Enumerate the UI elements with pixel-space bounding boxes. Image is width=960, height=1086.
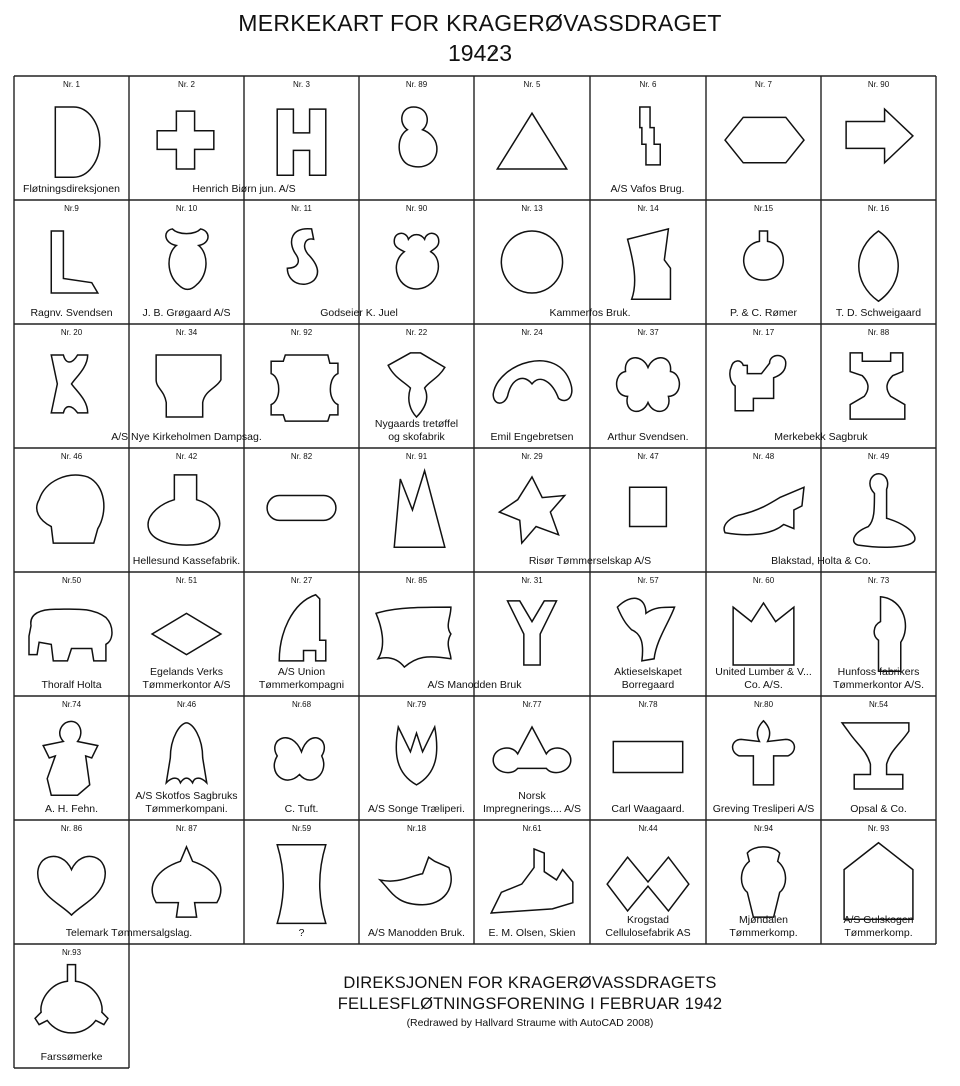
bear-shape-icon xyxy=(14,572,129,696)
owner-label xyxy=(131,790,242,816)
owner-label xyxy=(708,803,819,816)
owner-label xyxy=(361,803,472,816)
owner-label xyxy=(131,666,242,692)
mark-cell xyxy=(474,572,590,696)
mark-number: Nr. 48 xyxy=(752,452,775,461)
mark-cell xyxy=(706,76,821,200)
mark-cell xyxy=(474,324,590,448)
owner-label xyxy=(246,803,357,816)
mark-number: Nr. 34 xyxy=(175,328,198,337)
owner-label xyxy=(361,679,588,692)
onion-shape-icon xyxy=(129,820,244,944)
mark-cell xyxy=(14,944,129,1068)
mark-number: Nr. 93 xyxy=(867,824,890,833)
letter-h-shape-icon xyxy=(244,76,359,200)
mark-number: Nr.59 xyxy=(291,824,312,833)
mark-cell xyxy=(244,324,359,448)
mark-number: Nr. 6 xyxy=(639,80,657,89)
mark-number: Nr. 29 xyxy=(521,452,543,461)
mark-number: Nr. 92 xyxy=(290,328,313,337)
mark-cell xyxy=(821,324,936,448)
owner-label-line: J. B. Grøgaard A/S xyxy=(142,307,231,319)
mark-number: Nr.15 xyxy=(753,204,774,213)
owner-label-line: A/S Manodden Bruk xyxy=(427,679,522,691)
mark-number: Nr. 10 xyxy=(175,204,198,213)
owner-label-line: Egelands Verks xyxy=(150,666,223,678)
mark-number: Nr.9 xyxy=(64,204,79,213)
owner-label xyxy=(592,431,704,444)
owner-label-line: Thoralf Holta xyxy=(41,679,102,691)
owner-label-line: ? xyxy=(298,927,305,939)
mark-cell xyxy=(474,448,590,572)
mark-number: Nr. 5 xyxy=(523,80,541,89)
boot-shape-icon xyxy=(14,200,129,324)
owner-label xyxy=(823,307,934,320)
stamp-shape-icon xyxy=(821,448,936,572)
mark-cell xyxy=(590,696,706,820)
owner-label-line: P. & C. Rømer xyxy=(730,307,797,319)
mark-number: Nr. 16 xyxy=(867,204,890,213)
owner-label-line: Tømmerkomp. xyxy=(729,927,798,939)
owner-label xyxy=(476,790,588,816)
mark-number: Nr. 14 xyxy=(637,204,659,213)
mark-cell xyxy=(359,696,474,820)
circle-tabs-shape-icon xyxy=(706,200,821,324)
s-curve-shape-icon xyxy=(244,200,359,324)
owner-label-line: Kammerfos Bruk. xyxy=(549,307,631,319)
mark-cell xyxy=(244,696,359,820)
owner-label-line: Co. A/S. xyxy=(744,679,783,691)
mark-cell xyxy=(129,76,244,200)
footer xyxy=(290,973,770,1031)
figure-eight-shape-icon xyxy=(359,76,474,200)
owner-label-line: A/S Skotfos Sagbruks xyxy=(135,790,238,802)
owner-label xyxy=(361,927,472,940)
mark-cell xyxy=(244,76,359,200)
mark-number: Nr. 87 xyxy=(175,824,198,833)
mark-number: Nr. 27 xyxy=(290,576,313,585)
cup-shape-icon xyxy=(129,324,244,448)
mark-number: Nr. 46 xyxy=(60,452,83,461)
owner-label xyxy=(131,183,357,196)
mark-number: Nr.54 xyxy=(868,700,889,709)
concave-block-shape-icon xyxy=(244,324,359,448)
mark-number: Nr. 1 xyxy=(63,80,80,89)
lobed-vase-shape-icon xyxy=(129,200,244,324)
owner-label xyxy=(361,418,472,444)
mark-cell xyxy=(706,448,821,572)
mark-cell xyxy=(474,200,590,324)
mark-cell xyxy=(359,820,474,944)
mark-cell xyxy=(821,696,936,820)
owner-label xyxy=(592,666,704,692)
footer-credit: (Redrawed by Hallvard Straume with AutoCAD 2008) xyxy=(406,1017,654,1029)
circle-shape-icon xyxy=(474,200,590,324)
mark-number: Nr.74 xyxy=(61,700,82,709)
owner-label xyxy=(476,431,588,444)
owner-label-line: T. D. Schweigaard xyxy=(835,307,922,319)
mark-number: Nr. 89 xyxy=(405,80,428,89)
trefoil-shape-icon xyxy=(244,696,359,820)
mark-number: Nr. 90 xyxy=(405,204,428,213)
hourglass-shape-icon xyxy=(244,820,359,944)
owner-label xyxy=(708,307,819,320)
owner-label-line: C. Tuft. xyxy=(284,803,319,815)
lens-shape-icon xyxy=(821,200,936,324)
mark-cell xyxy=(474,76,590,200)
owner-label-line: A/S Vafos Brug. xyxy=(610,183,685,195)
y-shape-icon xyxy=(474,572,590,696)
goblet-shape-icon xyxy=(821,696,936,820)
mark-number: Nr. 13 xyxy=(521,204,543,213)
mark-number: Nr.78 xyxy=(638,700,658,709)
k-shape-icon xyxy=(14,324,129,448)
owner-label xyxy=(246,307,472,320)
owner-label xyxy=(16,927,242,940)
mark-number: Nr. 17 xyxy=(752,328,775,337)
mark-number: Nr.18 xyxy=(406,824,427,833)
owner-label-line: Carl Waagaard. xyxy=(611,803,685,815)
owner-label-line: Cellulosefabrik AS xyxy=(605,927,691,939)
mark-number: Nr. 31 xyxy=(521,576,543,585)
owner-label-line: Greving Tresliperi A/S xyxy=(712,803,815,815)
mark-number: Nr.77 xyxy=(522,700,542,709)
shield-lobed-shape-icon xyxy=(359,200,474,324)
page-title: MERKEKART FOR KRAGERØVASSDRAGET xyxy=(238,10,722,36)
mark-cell xyxy=(129,200,244,324)
owner-label-line: Godseier K. Juel xyxy=(320,307,398,319)
owner-label xyxy=(708,431,934,444)
mark-number: Nr.79 xyxy=(406,700,427,709)
owner-label-line: E. M. Olsen, Skien xyxy=(488,927,576,939)
bird-shape-icon xyxy=(359,820,474,944)
owner-label xyxy=(823,803,934,816)
hexagon-shape-icon xyxy=(706,76,821,200)
year-prefix: 194 xyxy=(448,40,487,66)
mark-cell xyxy=(590,448,706,572)
mark-cell xyxy=(244,448,359,572)
arch-shape-icon xyxy=(474,324,590,448)
cross-shape-icon xyxy=(129,76,244,200)
mark-cell xyxy=(14,572,129,696)
mark-number: Nr. 2 xyxy=(178,80,195,89)
mark-cell xyxy=(821,200,936,324)
owner-label-line: Norsk xyxy=(518,790,546,802)
owner-label-line: A/S Manodden Bruk. xyxy=(368,927,465,939)
owner-label-line: A/S Songe Træliperi. xyxy=(368,803,465,815)
owner-label-line: Nygaards tretøffel xyxy=(374,418,459,430)
mark-cell xyxy=(474,820,590,944)
mark-number: Nr. 57 xyxy=(637,576,659,585)
owner-label xyxy=(823,666,934,692)
mark-cell xyxy=(14,448,129,572)
mark-cell xyxy=(244,820,359,944)
mark-number: Nr. 51 xyxy=(175,576,198,585)
owner-label-line: Mjøndalen xyxy=(738,914,789,926)
mark-number: Nr. 22 xyxy=(405,328,428,337)
mark-cell xyxy=(14,696,129,820)
mark-number: Nr.61 xyxy=(522,824,542,833)
owner-label-line: A/S Gulskogen xyxy=(843,914,914,926)
mark-cell xyxy=(359,200,474,324)
mark-cell xyxy=(129,820,244,944)
mark-cell xyxy=(590,76,706,200)
fleur-shape-icon xyxy=(706,696,821,820)
mark-cell xyxy=(14,200,129,324)
owner-label xyxy=(16,183,127,196)
mark-cell xyxy=(14,76,129,200)
owner-label xyxy=(592,914,704,940)
owner-label-line: Borregaard xyxy=(621,679,675,691)
owner-label xyxy=(16,1051,127,1064)
rectangle-shape-icon xyxy=(590,696,706,820)
mark-cell xyxy=(590,200,706,324)
tulip-shape-icon xyxy=(359,696,474,820)
owner-label-line: Farssømerke xyxy=(40,1051,103,1063)
owner-label-line: A/S Nye Kirkeholmen Dampsag. xyxy=(111,431,262,443)
mark-number: Nr.50 xyxy=(61,576,82,585)
mark-number: Nr. 86 xyxy=(60,824,83,833)
quatrefoil-shape-icon xyxy=(590,324,706,448)
mark-cell xyxy=(129,448,244,572)
owner-label-line: A. H. Fehn. xyxy=(44,803,99,815)
mark-number: Nr.44 xyxy=(638,824,658,833)
owner-label-line: A/S Union xyxy=(277,666,326,678)
mark-number: Nr. 24 xyxy=(521,328,543,337)
owner-label-line: Henrich Biørn jun. A/S xyxy=(192,183,296,195)
bell-shape-icon xyxy=(129,448,244,572)
pill-shape-icon xyxy=(244,448,359,572)
mark-cell xyxy=(821,448,936,572)
mark-cell xyxy=(706,324,821,448)
mark-number: Nr. 7 xyxy=(755,80,772,89)
triangle-shape-icon xyxy=(474,76,590,200)
owner-label-line: Ragnv. Svendsen xyxy=(30,307,113,319)
mark-cell xyxy=(359,572,474,696)
mark-number: Nr. 90 xyxy=(867,80,890,89)
circle-prongs-shape-icon xyxy=(14,944,129,1068)
peaks-shape-icon xyxy=(359,448,474,572)
mark-number: Nr. 3 xyxy=(293,80,310,89)
owner-label xyxy=(16,555,357,568)
owner-label-line: Blakstad, Holta & Co. xyxy=(771,555,871,567)
mark-number: Nr. 47 xyxy=(637,452,659,461)
mark-number: Nr.93 xyxy=(61,948,82,957)
owner-label-line: Hellesund Kassefabrik. xyxy=(132,555,241,567)
owner-label-line: Tømmerkomp. xyxy=(844,927,913,939)
owner-label-line: Tømmerkompagni xyxy=(258,679,345,691)
owner-label xyxy=(246,666,357,692)
mark-number: Nr. 88 xyxy=(867,328,890,337)
owner-label-line: Merkebekk Sagbruk xyxy=(774,431,868,443)
mark-cell xyxy=(244,200,359,324)
owner-label xyxy=(823,914,934,940)
owner-label xyxy=(246,927,357,940)
doll-shape-icon xyxy=(14,696,129,820)
mark-cell xyxy=(359,76,474,200)
mark-cell xyxy=(129,324,244,448)
head-profile-shape-icon xyxy=(14,448,129,572)
owner-label xyxy=(16,431,357,444)
shoe-shape-icon xyxy=(706,448,821,572)
mark-number: Nr. 85 xyxy=(405,576,428,585)
mark-number: Nr. 73 xyxy=(867,576,890,585)
mark-number: Nr.94 xyxy=(753,824,774,833)
year-suffix: 3 xyxy=(499,40,512,66)
owner-label xyxy=(361,183,934,196)
mark-cell xyxy=(706,200,821,324)
owner-label-line: Risør Tømmerselskap A/S xyxy=(528,555,652,567)
mark-number: Nr. 11 xyxy=(291,204,312,213)
owner-label-line: og skofabrik xyxy=(388,431,445,443)
owner-label-line: United Lumber & V... xyxy=(715,666,812,678)
owner-label-line: Impregnerings.... A/S xyxy=(482,803,582,815)
owner-label xyxy=(16,307,127,320)
mark-cell xyxy=(821,76,936,200)
owner-label xyxy=(476,307,704,320)
owner-label xyxy=(16,803,127,816)
mark-number: Nr.68 xyxy=(291,700,312,709)
owner-label-line: Aktieselskapet xyxy=(614,666,682,678)
mark-cell xyxy=(359,448,474,572)
mark-number: Nr. 37 xyxy=(637,328,659,337)
plane-tool-shape-icon xyxy=(474,820,590,944)
owner-label xyxy=(592,803,704,816)
mark-cell xyxy=(706,696,821,820)
stepped-bar-shape-icon xyxy=(590,76,706,200)
owner-label xyxy=(476,927,588,940)
footer-line-2: FELLESFLØTNINGSFORENING I FEBRUAR 1942 xyxy=(337,995,723,1013)
notched-block-shape-icon xyxy=(590,200,706,324)
star-shape-icon xyxy=(474,448,590,572)
mark-number: Nr.80 xyxy=(753,700,774,709)
owner-label-line: Tømmerkontor A/S. xyxy=(832,679,925,691)
owner-label-line: Tømmerkontor A/S xyxy=(142,679,231,691)
year-overwritten-digit: 2 xyxy=(486,40,500,66)
mark-number: Nr. 20 xyxy=(60,328,83,337)
owner-label-line: Hunfoss fabrikers xyxy=(837,666,920,678)
owner-label-line: Arthur Svendsen. xyxy=(607,431,689,443)
square-shape-icon xyxy=(590,448,706,572)
owner-label xyxy=(708,914,819,940)
owner-label xyxy=(131,307,242,320)
heart-shape-icon xyxy=(14,820,129,944)
mark-cell xyxy=(14,324,129,448)
owner-label xyxy=(708,666,819,692)
owner-label-line: Opsal & Co. xyxy=(850,803,907,815)
footer-line-1: DIREKSJONEN FOR KRAGERØVASSDRAGETS xyxy=(343,974,717,992)
owner-label-line: Krogstad xyxy=(626,914,670,926)
owner-label xyxy=(476,555,704,568)
owner-label xyxy=(16,679,127,692)
owner-label-line: Fløtningsdireksjonen xyxy=(23,183,120,195)
bone-shape-icon xyxy=(706,324,821,448)
mark-number: Nr. 82 xyxy=(290,452,313,461)
mark-cell xyxy=(590,324,706,448)
mark-cell xyxy=(14,820,129,944)
mark-number: Nr. 49 xyxy=(867,452,890,461)
owner-label-line: Telemark Tømmersalgslag. xyxy=(65,927,193,939)
letter-d-shape-icon xyxy=(14,76,129,200)
owner-label-line: Tømmerkompani. xyxy=(145,803,228,815)
mark-number: Nr.46 xyxy=(176,700,197,709)
arrow-shape-icon xyxy=(821,76,936,200)
mark-number: Nr. 91 xyxy=(405,452,428,461)
scalloped-shape-icon xyxy=(359,572,474,696)
mark-number: Nr. 42 xyxy=(175,452,198,461)
owner-label xyxy=(708,555,934,568)
rook-shape-icon xyxy=(821,324,936,448)
mark-number: Nr. 60 xyxy=(752,576,775,585)
owner-label-line: Emil Engebretsen xyxy=(490,431,574,443)
